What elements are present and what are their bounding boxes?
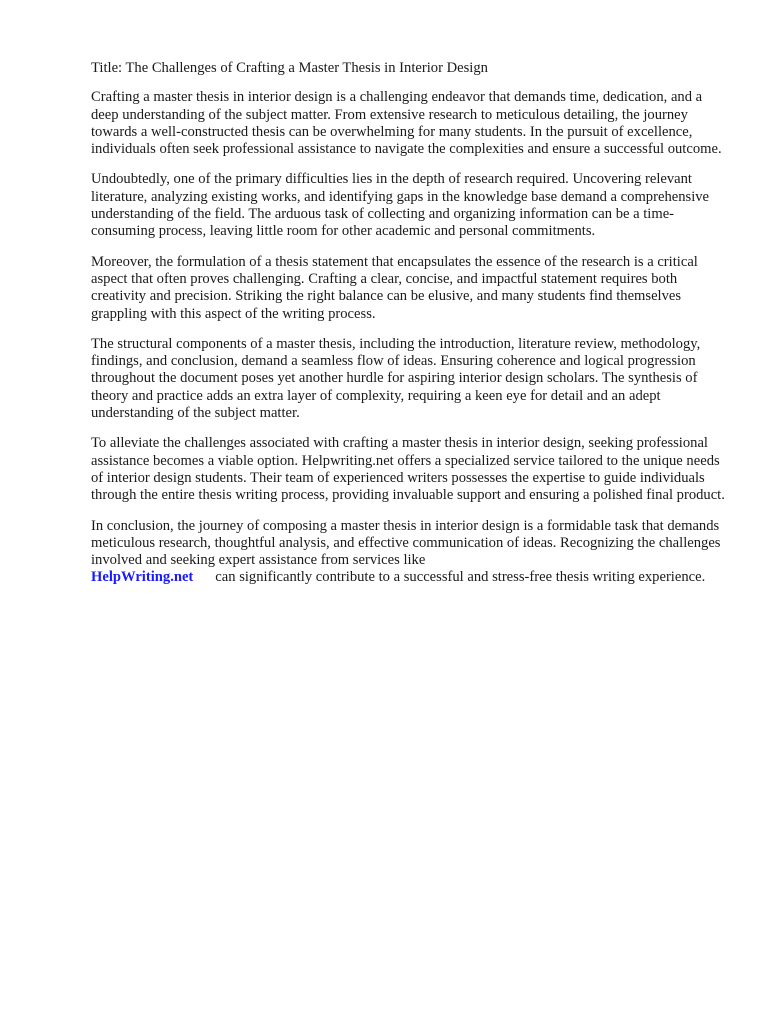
paragraph-5: To alleviate the challenges associated with crafting a master thesis in interior design, seeking professional assistance becomes a viable option. Helpwriting.net offers a specialized service tailored to the unique needs of interior design students. Their team of experienced writers possesses the expertise to guide individuals through the entire thesis writing process, providing invaluable support and ensuring a polished final product. bbox=[91, 435, 725, 504]
paragraph-3: Moreover, the formulation of a thesis statement that encapsulates the essence of the research is a critical aspect that often proves challenging. Crafting a clear, concise, and impactful statement requires both creativity and precision. Striking the right balance can be elusive, and many students find themselves grappling with this aspect of the writing process. bbox=[91, 253, 698, 322]
document-page bbox=[91, 60, 726, 600]
conclusion-text-before-link: In conclusion, the journey of composing a master thesis in interior design is a formidable task that demands meticulous research, thoughtful analysis, and effective communication of ideas. Recognizing the challenges involved and seeking expert assistance from services like bbox=[91, 517, 721, 569]
helpwriting-link[interactable]: HelpWriting.net bbox=[91, 569, 194, 586]
paragraph-4: The structural components of a master thesis, including the introduction, literature review, methodology, findings, and conclusion, demand a seamless flow of ideas. Ensuring coherence and logical progression throughout the document poses yet another hurdle for aspiring interior design scholars. The synthesis of theory and practice adds an extra layer of complexity, requiring a keen eye for detail and an adept understanding of the subject matter. bbox=[91, 335, 701, 422]
paragraph-1: Crafting a master thesis in interior design is a challenging endeavor that demands time, dedication, and a deep understanding of the subject matter. From extensive research to meticulous detailing, the journey towards a well-constructed thesis can be overwhelming for many students. In the pursuit of excellence, individuals often seek professional assistance to navigate the complexities and ensure a successful outcome. bbox=[91, 89, 722, 158]
document-title: Title: The Challenges of Crafting a Master Thesis in Interior Design bbox=[91, 60, 488, 76]
conclusion-text-after-link: can significantly contribute to a successful and stress-free thesis writing experience. bbox=[215, 569, 706, 586]
paragraph-2: Undoubtedly, one of the primary difficulties lies in the depth of research required. Uncovering relevant literature, analyzing existing works, and identifying gaps in the knowledge base demand a comprehensive understanding of the field. The arduous task of collecting and organizing information can be a time-consuming process, leaving little room for other academic and personal commitments. bbox=[91, 171, 710, 240]
conclusion-paragraph bbox=[91, 518, 726, 587]
